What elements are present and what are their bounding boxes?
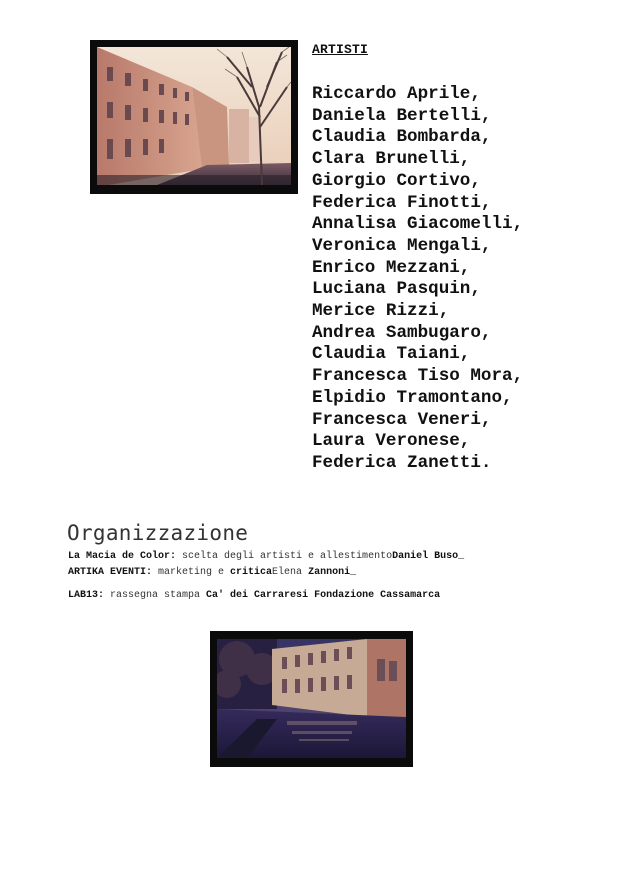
- list-item: Francesca Tiso Mora,: [312, 366, 524, 387]
- credit-line: [68, 590, 440, 601]
- list-item: Annalisa Giacomelli,: [312, 214, 524, 235]
- credit-role-bold: critica: [230, 567, 273, 578]
- credit-person-last: Zannoni: [308, 567, 351, 578]
- photo-canal-street: [90, 40, 298, 194]
- credit-org: LAB13:: [68, 590, 105, 601]
- list-item: Daniela Bertelli,: [312, 105, 492, 126]
- list-item: Giorgio Cortivo,: [312, 170, 481, 191]
- list-item: Clara Brunelli,: [312, 149, 471, 170]
- credit-person: Daniel Buso: [392, 551, 459, 562]
- credit-person-first: Elena: [272, 567, 309, 578]
- list-item: Riccardo Aprile,: [312, 84, 481, 104]
- list-item: Andrea Sambugaro,: [312, 322, 492, 343]
- list-item: Laura Veronese,: [312, 431, 471, 452]
- credit-org: La Macia de Color:: [68, 551, 177, 562]
- list-item: Enrico Mezzani,: [312, 257, 471, 278]
- credit-role: marketing e: [152, 567, 231, 578]
- credit-role: rassegna stampa: [104, 590, 207, 601]
- credit-org: ARTIKA EVENTI:: [68, 567, 153, 578]
- credit-suffix: _: [458, 551, 465, 562]
- photo-canal-reflection-image: [217, 639, 406, 758]
- list-item: Claudia Bombarda,: [312, 127, 492, 148]
- credit-role: scelta degli artisti e allestimento: [176, 551, 393, 562]
- credit-line: [68, 551, 464, 562]
- list-item: Elpidio Tramontano,: [312, 387, 513, 408]
- artists-heading: ARTISTI: [312, 42, 369, 57]
- list-item: Merice Rizzi,: [312, 301, 450, 322]
- credit-suffix: _: [350, 567, 357, 578]
- credit-venue: Ca' dei Carraresi Fondazione Cassamarca: [206, 590, 441, 601]
- list-item: Federica Finotti,: [312, 192, 492, 213]
- photo-canal-street-image: [97, 47, 291, 185]
- photo-canal-reflection: [210, 631, 413, 767]
- artists-list: [312, 84, 523, 475]
- list-item: Federica Zanetti.: [312, 452, 492, 473]
- list-item: Luciana Pasquin,: [312, 279, 481, 300]
- list-item: Francesca Veneri,: [312, 409, 492, 430]
- list-item: Veronica Mengali,: [312, 235, 492, 256]
- organization-title: Organizzazione: [67, 521, 249, 545]
- credit-line: [68, 567, 356, 578]
- list-item: Claudia Taiani,: [312, 344, 471, 365]
